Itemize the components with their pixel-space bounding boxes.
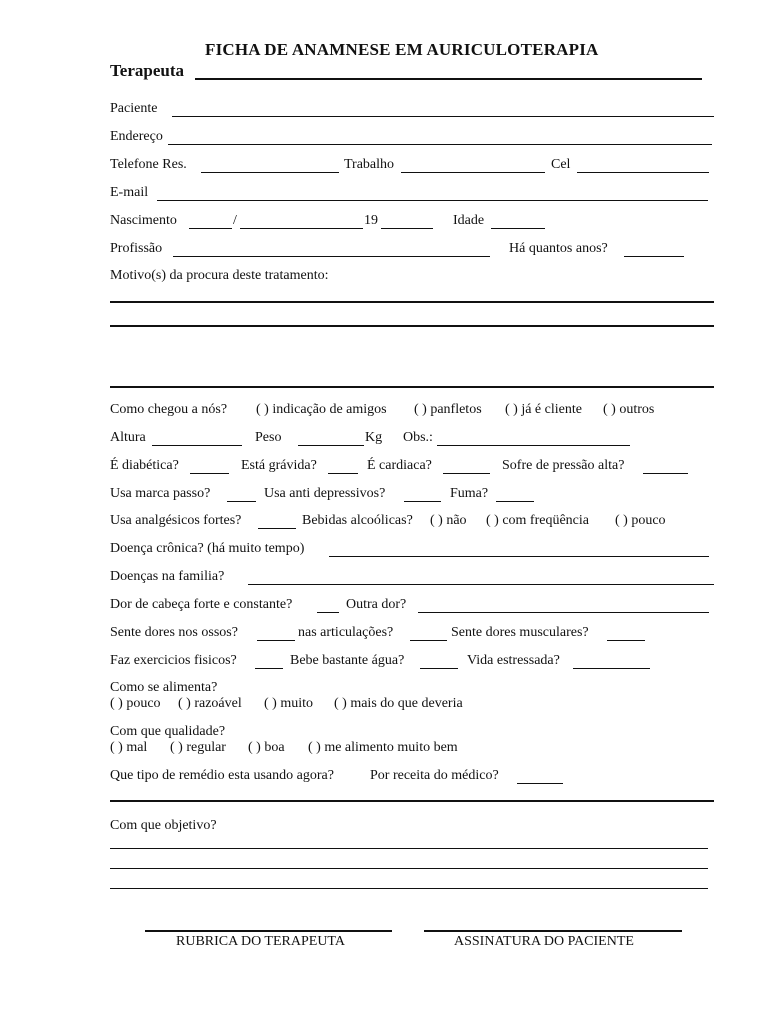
option-ja-cliente[interactable]: ( ) já é cliente [505,402,582,417]
option-q-bem[interactable]: ( ) me alimento muito bem [308,740,458,755]
obs-label: Obs.: [403,430,433,445]
option-indicacao-amigos[interactable]: ( ) indicação de amigos [256,402,387,417]
rubrica-signature-line[interactable] [145,930,392,932]
nascimento-slash: / [233,213,237,228]
ha-quantos-field[interactable] [624,256,684,257]
altura-field[interactable] [152,445,242,446]
objetivo-line-1[interactable] [110,848,708,849]
telefone-res-field[interactable] [201,172,339,173]
terapeuta-label: Terapeuta [110,61,184,80]
kg-label: Kg [365,430,383,445]
idade-label: Idade [453,213,485,228]
option-alim-muito[interactable]: ( ) muito [264,696,313,711]
anti-depressivos-field[interactable] [404,501,441,502]
cardiaca-field[interactable] [443,473,490,474]
ha-quantos-label: Há quantos anos? [509,241,608,256]
nascimento-month-field[interactable] [240,228,363,229]
analgesicos-label: Usa analgésicos fortes? [110,513,242,528]
nascimento-day-field[interactable] [189,228,232,229]
cel-field[interactable] [577,172,709,173]
outra-dor-field[interactable] [418,612,709,613]
motivo-line-1[interactable] [110,301,714,303]
altura-label: Altura [110,430,146,445]
objetivo-line-3[interactable] [110,888,708,889]
option-bebidas-frequencia[interactable]: ( ) com freqüência [486,513,589,528]
analgesicos-field[interactable] [258,528,296,529]
fuma-label: Fuma? [450,486,489,501]
endereco-label: Endereço [110,129,163,144]
option-bebidas-nao[interactable]: ( ) não [430,513,467,528]
cardiaca-label: É cardiaca? [367,458,432,473]
doencas-familia-label: Doenças na familia? [110,569,225,584]
articulacoes-field[interactable] [410,640,447,641]
peso-field[interactable] [298,445,364,446]
remedio-label: Que tipo de remédio esta usando agora? [110,768,334,783]
nascimento-label: Nascimento [110,213,177,228]
dores-musculares-field[interactable] [607,640,645,641]
section-divider-2 [110,800,714,802]
rubrica-label: RUBRICA DO TERAPEUTA [176,934,345,949]
endereco-field[interactable] [168,144,712,145]
marca-passo-label: Usa marca passo? [110,486,211,501]
email-field[interactable] [157,200,708,201]
dor-cabeca-field[interactable] [317,612,339,613]
option-q-regular[interactable]: ( ) regular [170,740,226,755]
anti-depressivos-label: Usa anti depressivos? [264,486,386,501]
form-title: FICHA DE ANAMNESE EM AURICULOTERAPIA [205,40,599,59]
assinatura-signature-line[interactable] [424,930,682,932]
dor-cabeca-label: Dor de cabeça forte e constante? [110,597,293,612]
idade-field[interactable] [491,228,545,229]
dores-ossos-field[interactable] [257,640,295,641]
doenca-cronica-field[interactable] [329,556,709,557]
objetivo-label: Com que objetivo? [110,818,217,833]
qualidade-label: Com que qualidade? [110,724,226,739]
trabalho-field[interactable] [401,172,545,173]
assinatura-label: ASSINATURA DO PACIENTE [454,934,634,949]
option-bebidas-pouco[interactable]: ( ) pouco [615,513,666,528]
outra-dor-label: Outra dor? [346,597,407,612]
estressada-label: Vida estressada? [467,653,560,668]
exercicios-label: Faz exercicios fisicos? [110,653,237,668]
option-q-mal[interactable]: ( ) mal [110,740,148,755]
option-outros[interactable]: ( ) outros [603,402,655,417]
dores-musculares-label: Sente dores musculares? [451,625,589,640]
receita-label: Por receita do médico? [370,768,499,783]
option-alim-mais[interactable]: ( ) mais do que deveria [334,696,463,711]
como-chegou-label: Como chegou a nós? [110,402,228,417]
articulacoes-label: nas articulações? [298,625,394,640]
trabalho-label: Trabalho [344,157,395,172]
marca-passo-field[interactable] [227,501,256,502]
diabetica-field[interactable] [190,473,229,474]
pressao-label: Sofre de pressão alta? [502,458,625,473]
nascimento-year-field[interactable] [381,228,433,229]
email-label: E-mail [110,185,149,200]
option-panfletos[interactable]: ( ) panfletos [414,402,482,417]
paciente-label: Paciente [110,101,158,116]
gravida-field[interactable] [328,473,358,474]
como-alimenta-label: Como se alimenta? [110,680,218,695]
fuma-field[interactable] [496,501,534,502]
section-divider-1 [110,386,714,388]
estressada-field[interactable] [573,668,650,669]
telefone-res-label: Telefone Res. [110,157,187,172]
gravida-label: Está grávida? [241,458,317,473]
nascimento-century: 19 [364,213,378,228]
objetivo-line-2[interactable] [110,868,708,869]
profissao-field[interactable] [173,256,490,257]
option-alim-razoavel[interactable]: ( ) razoável [178,696,242,711]
agua-field[interactable] [420,668,458,669]
obs-field[interactable] [437,445,630,446]
cel-label: Cel [551,157,571,172]
profissao-label: Profissão [110,241,163,256]
pressao-field[interactable] [643,473,688,474]
peso-label: Peso [255,430,282,445]
diabetica-label: É diabética? [110,458,179,473]
option-alim-pouco[interactable]: ( ) pouco [110,696,161,711]
doenca-cronica-label: Doença crônica? (há muito tempo) [110,541,305,556]
motivo-label: Motivo(s) da procura deste tratamento: [110,268,329,283]
motivo-line-2[interactable] [110,325,714,327]
dores-ossos-label: Sente dores nos ossos? [110,625,238,640]
exercicios-field[interactable] [255,668,283,669]
paciente-field[interactable] [172,116,714,117]
receita-field[interactable] [517,783,563,784]
terapeuta-field[interactable] [195,78,702,80]
option-q-boa[interactable]: ( ) boa [248,740,285,755]
doencas-familia-field[interactable] [248,584,714,585]
agua-label: Bebe bastante água? [290,653,405,668]
bebidas-label: Bebidas alcoólicas? [302,513,413,528]
